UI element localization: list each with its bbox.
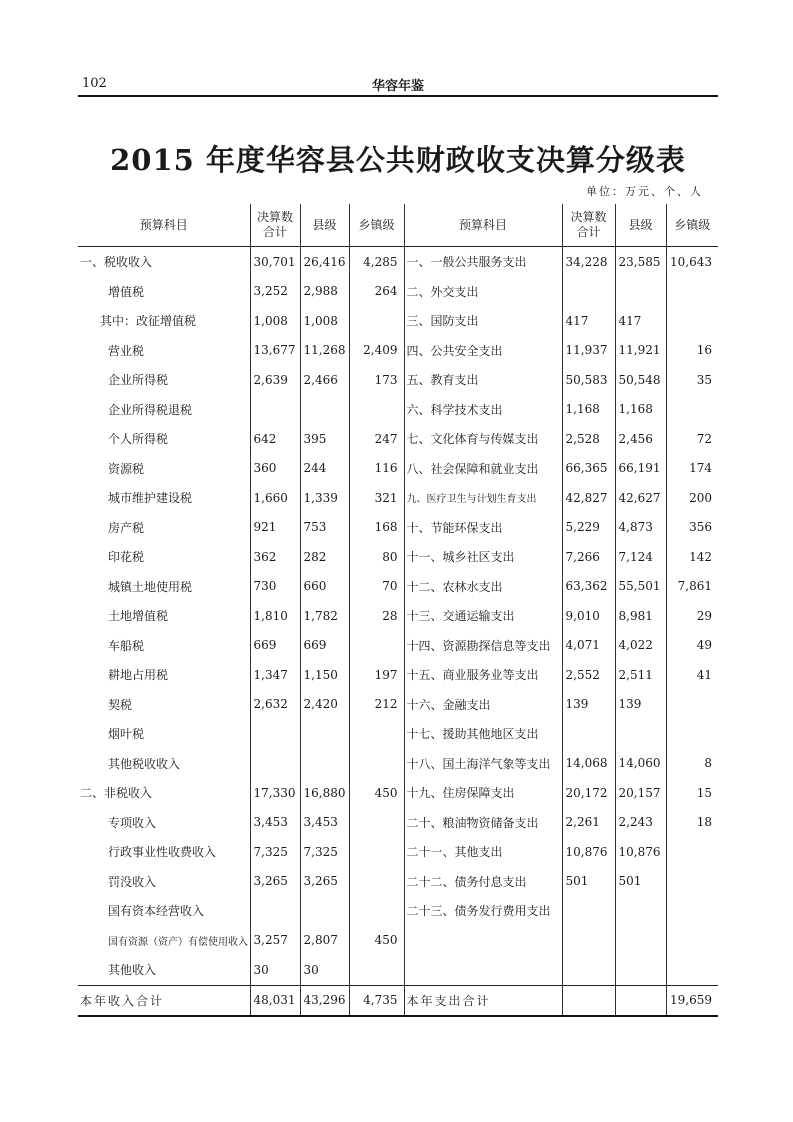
revenue-item-cell: 土地增值税 xyxy=(108,609,169,624)
unit-note: 单位：万元、个、人 xyxy=(586,185,703,198)
expense-town-cell: 35 xyxy=(666,365,718,395)
revenue-county-cell xyxy=(300,719,349,749)
table-row xyxy=(78,896,718,926)
revenue-town-cell xyxy=(349,867,404,897)
expense-item-cell: 四、公共安全支出 xyxy=(404,336,562,366)
revenue-county-cell: 669 xyxy=(300,631,349,661)
expense-item-cell: 五、教育支出 xyxy=(404,365,562,395)
table-row xyxy=(78,955,718,985)
table-row xyxy=(78,867,718,897)
expense-town-cell xyxy=(666,306,718,336)
finance-table xyxy=(78,204,718,1017)
expense-total-cell xyxy=(562,896,615,926)
revenue-county-cell: 11,268 xyxy=(300,336,349,366)
expense-item-cell xyxy=(404,955,562,985)
revenue-item-cell: 国有资本经营收入 xyxy=(108,904,205,919)
revenue-county-cell: 2,807 xyxy=(300,926,349,956)
expense-total-cell: 14,068 xyxy=(562,749,615,779)
revenue-town-cell xyxy=(349,896,404,926)
table-total-row xyxy=(78,985,718,1016)
expense-item-cell: 二十三、债务发行费用支出 xyxy=(404,896,562,926)
revenue-county-cell: 244 xyxy=(300,454,349,484)
revenue-item-cell: 烟叶税 xyxy=(108,727,145,742)
revenue-town-cell: 264 xyxy=(349,277,404,307)
col-header-exp-town: 乡镇级 xyxy=(666,204,718,247)
table-row xyxy=(78,513,718,543)
expense-total-cell: 7,266 xyxy=(562,542,615,572)
expense-item-cell: 十八、国土海洋气象等支出 xyxy=(404,749,562,779)
table-row xyxy=(78,483,718,513)
revenue-town-cell xyxy=(349,749,404,779)
revenue-county-cell: 2,988 xyxy=(300,277,349,307)
expense-town-cell: 142 xyxy=(666,542,718,572)
expense-item-cell: 八、社会保障和就业支出 xyxy=(404,454,562,484)
expense-county-cell: 2,243 xyxy=(615,808,666,838)
expense-item-cell: 十七、援助其他地区支出 xyxy=(404,719,562,749)
col-header-rev-town: 乡镇级 xyxy=(349,204,404,247)
expense-county-cell xyxy=(615,955,666,985)
table-row xyxy=(78,926,718,956)
expense-town-cell: 41 xyxy=(666,660,718,690)
expense-county-cell: 42,627 xyxy=(615,483,666,513)
revenue-town-cell: 2,409 xyxy=(349,336,404,366)
table-row xyxy=(78,660,718,690)
expense-total-cell xyxy=(562,985,615,1016)
expense-item-cell: 十四、资源勘探信息等支出 xyxy=(404,631,562,661)
expense-item-cell: 九、医疗卫生与计划生育支出 xyxy=(404,483,562,513)
expense-town-cell xyxy=(666,277,718,307)
revenue-county-cell: 395 xyxy=(300,424,349,454)
revenue-town-cell: 173 xyxy=(349,365,404,395)
revenue-total-cell xyxy=(250,896,300,926)
table-row xyxy=(78,277,718,307)
revenue-item-cell: 罚没收入 xyxy=(108,874,157,889)
revenue-county-cell: 3,265 xyxy=(300,867,349,897)
table-row xyxy=(78,631,718,661)
revenue-total-cell: 3,257 xyxy=(250,926,300,956)
col-header-exp-item: 预算科目 xyxy=(404,204,562,247)
col-header-rev-total xyxy=(250,204,300,247)
revenue-town-cell: 450 xyxy=(349,778,404,808)
expense-county-cell: 2,456 xyxy=(615,424,666,454)
revenue-county-cell: 43,296 xyxy=(300,985,349,1016)
expense-item-cell: 一、一般公共服务支出 xyxy=(404,247,562,277)
expense-county-cell xyxy=(615,719,666,749)
expense-county-cell: 20,157 xyxy=(615,778,666,808)
table-row xyxy=(78,306,718,336)
page-header xyxy=(78,74,718,94)
revenue-county-cell: 2,420 xyxy=(300,690,349,720)
expense-county-cell: 55,501 xyxy=(615,572,666,602)
revenue-item-cell: 个人所得税 xyxy=(108,432,169,447)
expense-item-cell: 十五、商业服务业等支出 xyxy=(404,660,562,690)
expense-total-cell: 42,827 xyxy=(562,483,615,513)
expense-town-cell xyxy=(666,867,718,897)
expense-item-cell: 二十、粮油物资储备支出 xyxy=(404,808,562,838)
expense-total-cell: 2,552 xyxy=(562,660,615,690)
expense-town-cell xyxy=(666,837,718,867)
revenue-item-cell: 车船税 xyxy=(108,638,145,653)
expense-county-cell xyxy=(615,926,666,956)
revenue-county-cell: 3,453 xyxy=(300,808,349,838)
expense-item-cell: 本年支出合计 xyxy=(404,985,562,1016)
expense-item-cell: 二、外交支出 xyxy=(404,277,562,307)
expense-county-cell: 10,876 xyxy=(615,837,666,867)
revenue-item-cell: 专项收入 xyxy=(108,815,157,830)
expense-item-cell: 二十一、其他支出 xyxy=(404,837,562,867)
expense-town-cell: 10,643 xyxy=(666,247,718,277)
revenue-total-cell: 17,330 xyxy=(250,778,300,808)
table-row xyxy=(78,424,718,454)
table-row xyxy=(78,837,718,867)
col-header-rev-total-line1: 决算数 xyxy=(256,210,293,224)
expense-town-cell: 356 xyxy=(666,513,718,543)
expense-town-cell: 16 xyxy=(666,336,718,366)
revenue-town-cell xyxy=(349,808,404,838)
expense-county-cell xyxy=(615,985,666,1016)
expense-item-cell: 十九、住房保障支出 xyxy=(404,778,562,808)
expense-item-cell: 十六、金融支出 xyxy=(404,690,562,720)
header-rule xyxy=(78,95,718,97)
revenue-item-cell: 一、税收收入 xyxy=(80,255,153,270)
revenue-item-cell: 二、非税收入 xyxy=(80,786,153,801)
revenue-total-cell: 360 xyxy=(250,454,300,484)
expense-item-cell: 三、国防支出 xyxy=(404,306,562,336)
expense-total-cell: 20,172 xyxy=(562,778,615,808)
expense-town-cell xyxy=(666,955,718,985)
revenue-total-cell: 642 xyxy=(250,424,300,454)
expense-total-cell xyxy=(562,719,615,749)
col-header-exp-total xyxy=(562,204,615,247)
revenue-town-cell: 80 xyxy=(349,542,404,572)
expense-county-cell: 23,585 xyxy=(615,247,666,277)
expense-total-cell xyxy=(562,926,615,956)
expense-town-cell: 72 xyxy=(666,424,718,454)
expense-total-cell: 34,228 xyxy=(562,247,615,277)
expense-county-cell: 7,124 xyxy=(615,542,666,572)
expense-town-cell: 49 xyxy=(666,631,718,661)
table-row xyxy=(78,336,718,366)
col-header-exp-county: 县级 xyxy=(615,204,666,247)
expense-town-cell: 8 xyxy=(666,749,718,779)
table-row xyxy=(78,690,718,720)
revenue-county-cell xyxy=(300,395,349,425)
expense-county-cell: 417 xyxy=(615,306,666,336)
expense-town-cell xyxy=(666,690,718,720)
table-body xyxy=(78,247,718,1017)
expense-county-cell: 66,191 xyxy=(615,454,666,484)
revenue-item-cell: 行政事业性收费收入 xyxy=(108,845,217,860)
revenue-county-cell: 1,008 xyxy=(300,306,349,336)
expense-county-cell: 4,022 xyxy=(615,631,666,661)
expense-total-cell: 50,583 xyxy=(562,365,615,395)
revenue-item-cell: 耕地占用税 xyxy=(108,668,169,683)
expense-county-cell xyxy=(615,277,666,307)
expense-county-cell: 4,873 xyxy=(615,513,666,543)
expense-town-cell: 15 xyxy=(666,778,718,808)
revenue-town-cell xyxy=(349,955,404,985)
revenue-item-cell: 企业所得税 xyxy=(108,373,169,388)
revenue-total-cell: 362 xyxy=(250,542,300,572)
revenue-county-cell: 2,466 xyxy=(300,365,349,395)
expense-total-cell: 10,876 xyxy=(562,837,615,867)
expense-town-cell: 18 xyxy=(666,808,718,838)
revenue-total-cell xyxy=(250,749,300,779)
table-row xyxy=(78,454,718,484)
expense-item-cell: 十二、农林水支出 xyxy=(404,572,562,602)
book-title: 华容年鉴 xyxy=(371,79,424,94)
expense-county-cell: 50,548 xyxy=(615,365,666,395)
revenue-item-cell: 本年收入合计 xyxy=(80,993,165,1008)
expense-town-cell: 200 xyxy=(666,483,718,513)
expense-town-cell xyxy=(666,395,718,425)
revenue-town-cell xyxy=(349,719,404,749)
revenue-county-cell: 16,880 xyxy=(300,778,349,808)
expense-total-cell: 63,362 xyxy=(562,572,615,602)
table-row xyxy=(78,395,718,425)
expense-town-cell xyxy=(666,926,718,956)
table-row xyxy=(78,601,718,631)
expense-county-cell: 2,511 xyxy=(615,660,666,690)
revenue-town-cell: 70 xyxy=(349,572,404,602)
revenue-total-cell: 2,632 xyxy=(250,690,300,720)
revenue-town-cell: 212 xyxy=(349,690,404,720)
revenue-county-cell: 1,150 xyxy=(300,660,349,690)
col-header-rev-county: 县级 xyxy=(300,204,349,247)
revenue-town-cell xyxy=(349,306,404,336)
table-row xyxy=(78,749,718,779)
expense-town-cell: 7,861 xyxy=(666,572,718,602)
revenue-total-cell: 1,008 xyxy=(250,306,300,336)
expense-county-cell: 8,981 xyxy=(615,601,666,631)
expense-town-cell: 29 xyxy=(666,601,718,631)
expense-total-cell: 417 xyxy=(562,306,615,336)
revenue-item-cell: 营业税 xyxy=(108,343,145,358)
expense-item-cell: 二十二、债务付息支出 xyxy=(404,867,562,897)
revenue-county-cell: 26,416 xyxy=(300,247,349,277)
table-row xyxy=(78,778,718,808)
revenue-total-cell: 3,252 xyxy=(250,277,300,307)
revenue-county-cell: 282 xyxy=(300,542,349,572)
revenue-town-cell: 197 xyxy=(349,660,404,690)
expense-county-cell: 11,921 xyxy=(615,336,666,366)
expense-total-cell xyxy=(562,277,615,307)
expense-total-cell: 66,365 xyxy=(562,454,615,484)
revenue-town-cell: 4,285 xyxy=(349,247,404,277)
table-row xyxy=(78,247,718,277)
expense-total-cell: 1,168 xyxy=(562,395,615,425)
expense-county-cell: 14,060 xyxy=(615,749,666,779)
col-header-rev-item: 预算科目 xyxy=(139,217,188,232)
page-number: 102 xyxy=(82,76,107,91)
document-title: 2015 年度华容县公共财政收支决算分级表 xyxy=(110,143,686,177)
table-row xyxy=(78,808,718,838)
expense-total-cell: 4,071 xyxy=(562,631,615,661)
revenue-total-cell: 30 xyxy=(250,955,300,985)
revenue-town-cell xyxy=(349,631,404,661)
revenue-county-cell xyxy=(300,749,349,779)
expense-town-cell xyxy=(666,719,718,749)
revenue-town-cell xyxy=(349,395,404,425)
expense-county-cell: 501 xyxy=(615,867,666,897)
revenue-item-cell: 其中：改征增值税 xyxy=(100,314,197,329)
revenue-total-cell: 30,701 xyxy=(250,247,300,277)
revenue-total-cell: 921 xyxy=(250,513,300,543)
revenue-total-cell: 7,325 xyxy=(250,837,300,867)
col-header-rev-total-line2: 合计 xyxy=(262,225,287,239)
expense-total-cell: 9,010 xyxy=(562,601,615,631)
expense-town-cell: 174 xyxy=(666,454,718,484)
expense-county-cell xyxy=(615,896,666,926)
revenue-county-cell: 1,782 xyxy=(300,601,349,631)
revenue-item-cell: 契税 xyxy=(108,697,133,712)
expense-county-cell: 1,168 xyxy=(615,395,666,425)
revenue-county-cell: 753 xyxy=(300,513,349,543)
revenue-item-cell: 城市维护建设税 xyxy=(108,491,193,506)
revenue-town-cell: 247 xyxy=(349,424,404,454)
revenue-county-cell: 7,325 xyxy=(300,837,349,867)
revenue-total-cell: 2,639 xyxy=(250,365,300,395)
revenue-total-cell xyxy=(250,719,300,749)
revenue-total-cell: 1,660 xyxy=(250,483,300,513)
revenue-town-cell: 450 xyxy=(349,926,404,956)
revenue-item-cell: 增值税 xyxy=(108,284,145,299)
table-row xyxy=(78,719,718,749)
revenue-total-cell: 3,453 xyxy=(250,808,300,838)
expense-total-cell: 2,528 xyxy=(562,424,615,454)
col-header-exp-total-line1: 决算数 xyxy=(570,210,607,224)
revenue-town-cell xyxy=(349,837,404,867)
expense-total-cell xyxy=(562,955,615,985)
revenue-town-cell: 321 xyxy=(349,483,404,513)
expense-item-cell: 十一、城乡社区支出 xyxy=(404,542,562,572)
revenue-item-cell: 国有资源（资产）有偿使用收入 xyxy=(108,936,248,948)
revenue-total-cell: 1,347 xyxy=(250,660,300,690)
expense-item-cell: 六、科学技术支出 xyxy=(404,395,562,425)
revenue-item-cell: 房产税 xyxy=(108,520,145,535)
table-row xyxy=(78,542,718,572)
revenue-town-cell: 168 xyxy=(349,513,404,543)
expense-total-cell: 2,261 xyxy=(562,808,615,838)
expense-total-cell: 501 xyxy=(562,867,615,897)
col-header-exp-total-line2: 合计 xyxy=(576,225,601,239)
expense-item-cell: 七、文化体育与传媒支出 xyxy=(404,424,562,454)
revenue-item-cell: 其他税收收入 xyxy=(108,756,181,771)
revenue-county-cell xyxy=(300,896,349,926)
revenue-total-cell: 48,031 xyxy=(250,985,300,1016)
revenue-total-cell xyxy=(250,395,300,425)
revenue-item-cell: 印花税 xyxy=(108,550,145,565)
expense-town-cell xyxy=(666,896,718,926)
revenue-item-cell: 其他收入 xyxy=(108,963,157,978)
table-row xyxy=(78,365,718,395)
revenue-item-cell: 城镇土地使用税 xyxy=(108,579,193,594)
revenue-item-cell: 资源税 xyxy=(108,461,145,476)
revenue-total-cell: 3,265 xyxy=(250,867,300,897)
expense-total-cell: 139 xyxy=(562,690,615,720)
revenue-total-cell: 1,810 xyxy=(250,601,300,631)
revenue-total-cell: 669 xyxy=(250,631,300,661)
revenue-town-cell: 4,735 xyxy=(349,985,404,1016)
revenue-total-cell: 13,677 xyxy=(250,336,300,366)
expense-total-cell: 5,229 xyxy=(562,513,615,543)
revenue-county-cell: 660 xyxy=(300,572,349,602)
expense-total-cell: 11,937 xyxy=(562,336,615,366)
table-header-row xyxy=(78,204,718,247)
expense-item-cell xyxy=(404,926,562,956)
revenue-town-cell: 116 xyxy=(349,454,404,484)
revenue-county-cell: 1,339 xyxy=(300,483,349,513)
expense-item-cell: 十三、交通运输支出 xyxy=(404,601,562,631)
revenue-town-cell: 28 xyxy=(349,601,404,631)
revenue-item-cell: 企业所得税退税 xyxy=(108,402,193,417)
table-row xyxy=(78,572,718,602)
expense-county-cell: 139 xyxy=(615,690,666,720)
expense-item-cell: 十、节能环保支出 xyxy=(404,513,562,543)
expense-town-cell: 19,659 xyxy=(666,985,718,1016)
revenue-county-cell: 30 xyxy=(300,955,349,985)
revenue-total-cell: 730 xyxy=(250,572,300,602)
